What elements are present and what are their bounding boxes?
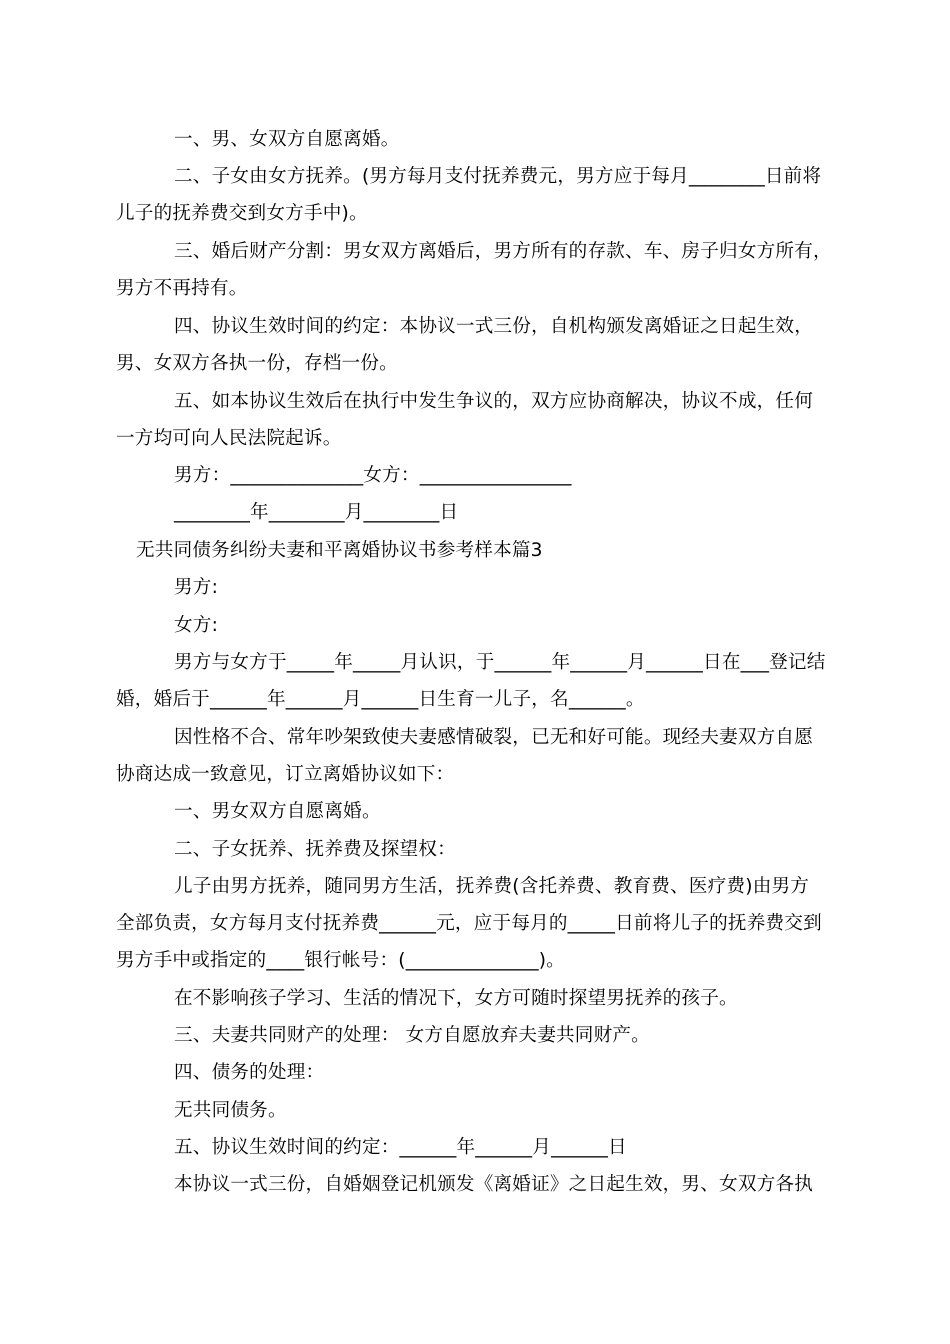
text-line: 本协议一式三份，自婚姻登记机颁发《离婚证》之日起生效，男、女双方各执 [174,1174,813,1195]
text-line: 一、男女双方自愿离婚。 [174,801,381,822]
text-line: 四、债务的处理： [174,1062,325,1083]
text-line: 一方均可向人民法院起诉。 [116,428,342,449]
text-line: 在不影响孩子学习、生活的情况下，女方可随时探望男抚养的孩子。 [174,988,738,1009]
text-line: 二、子女由女方抚养。(男方每月支付抚养费元，男方应于每月________日前将 [174,166,822,187]
text-line: 一、男、女双方自愿离婚。 [174,129,400,150]
text-line: 五、如本协议生效后在执行中发生争议的，双方应协商解决，协议不成，任何 [174,391,813,412]
text-line: 协商达成一致意见，订立离婚协议如下： [116,764,455,785]
text-line: 四、协议生效时间的约定：本协议一式三份，自机构颁发离婚证之日起生效， [174,316,813,337]
signature-line: 男方：______________女方：________________ [174,465,572,486]
section-title: 无共同债务纠纷夫妻和平离婚协议书参考样本篇3 [136,540,543,561]
text-line: 婚，婚后于______年______月______日生育一儿子，名______。 [116,689,645,710]
text-line: 男方: [174,577,219,598]
text-line: 全部负责，女方每月支付抚养费______元，应于每月的_____日前将儿子的抚养费交到 [116,913,822,934]
text-line: 男方不再持有。 [116,278,248,299]
text-line: 儿子的抚养费交到女方手中)。 [116,203,368,224]
text-line: 男、女双方各执一份，存档一份。 [116,353,398,374]
text-line: 三、夫妻共同财产的处理： 女方自愿放弃夫妻共同财产。 [174,1025,650,1046]
text-line: 男方与女方于_____年_____月认识，于______年______月______日在___登记结 [174,652,826,673]
text-line: 男方手中或指定的____银行帐号：(______________)。 [116,950,565,971]
text-line: 二、子女抚养、抚养费及探望权： [174,839,456,860]
text-line: 因性格不合、常年吵架致使夫妻感情破裂，已无和好可能。现经夫妻双方自愿 [174,727,813,748]
text-line: 无共同债务。 [174,1100,287,1121]
date-line: ________年________月________日 [174,502,459,523]
text-line: 五、协议生效时间的约定：______年______月______日 [174,1137,627,1158]
text-line: 三、婚后财产分割：男女双方离婚后，男方所有的存款、车、房子归女方所有， [174,241,832,262]
text-line: 女方: [174,615,219,636]
text-line: 儿子由男方抚养，随同男方生活，抚养费(含托养费、教育费、医疗费)由男方 [174,876,810,897]
